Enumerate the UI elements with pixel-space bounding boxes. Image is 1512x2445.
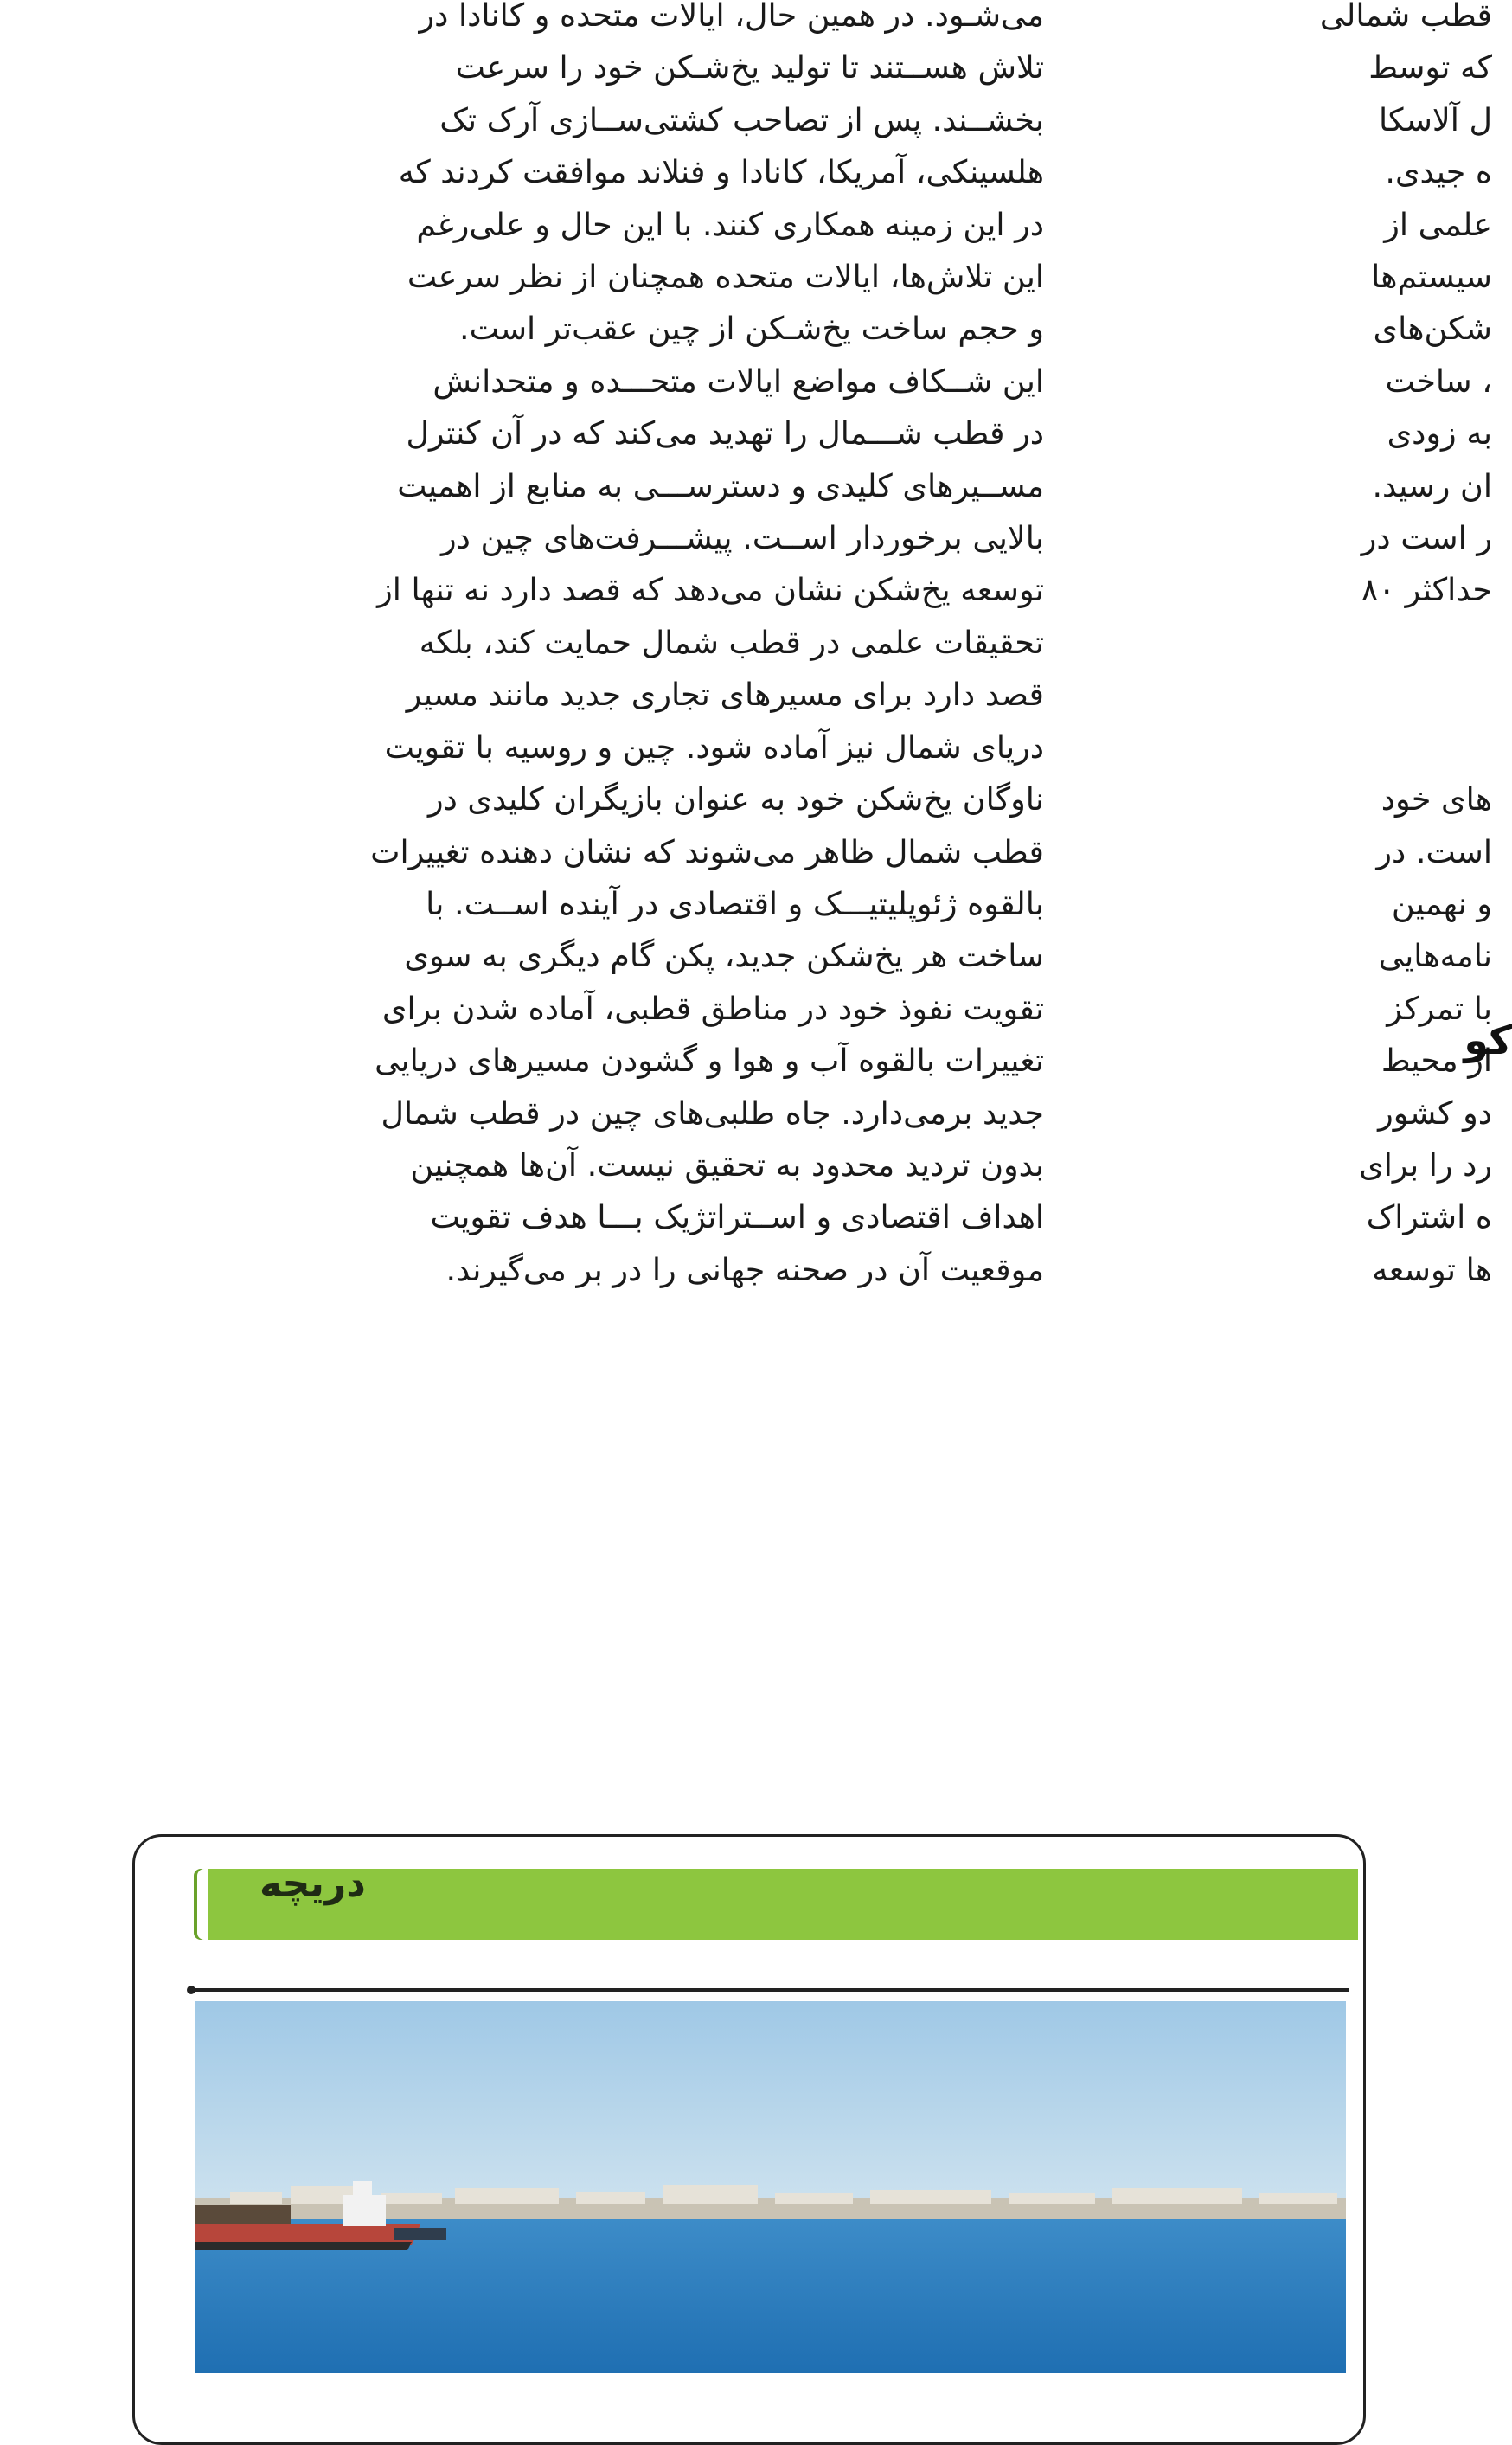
left-line: دریای شمال نیز آماده شود. چین و روسیه با تقویت	[384, 728, 1044, 766]
right-line: رد را برای	[1359, 1145, 1492, 1184]
port-photo	[195, 2001, 1346, 2373]
article-column-left	[131, 0, 1044, 1296]
right-line: ، ساخت	[1385, 362, 1492, 400]
right-line: از محیط	[1381, 1042, 1492, 1080]
left-line: تلاش هســتند تا تولید یخ‌شـکن خود را سرعت	[455, 48, 1044, 87]
left-line: بالقوه ژئوپلیتیـــک و اقتصادی در آینده اســت. با	[426, 884, 1044, 922]
section-heading: کو	[1464, 1017, 1512, 1063]
left-line: ساخت هر یخ‌شکن جدید، پکن گام دیگری به سوی	[404, 937, 1044, 975]
right-line: است. در	[1376, 832, 1492, 870]
right-line	[1129, 617, 1492, 669]
right-line: ان رسید.	[1372, 466, 1492, 504]
sidebar-box-divider-dot	[187, 1986, 195, 1994]
right-line: ه جیدی.	[1385, 153, 1492, 191]
sidebar-box-title: دریچه	[259, 1862, 366, 1906]
left-line: قصد دارد برای مسیرهای تجاری جدید مانند مسیر	[406, 676, 1044, 714]
left-line: می‌شـود. در همین حال، ایالات متحده و کانادا در	[419, 0, 1044, 34]
left-line: تغییرات بالقوه آب و هوا و گشودن مسیرهای دریایی	[375, 1042, 1044, 1080]
left-line: بخشــند. پس از تصاحب کشتی‌ســازی آرک تک	[439, 100, 1044, 138]
right-line: دو کشور	[1378, 1094, 1492, 1132]
right-line: ه اشتراک	[1366, 1198, 1492, 1236]
right-line: نامه‌هایی	[1378, 937, 1492, 975]
sidebar-box-divider	[190, 1988, 1349, 1992]
left-line: موقعیت آن در صحنه جهانی را در بر می‌گیرند.	[445, 1250, 1044, 1288]
right-line: های خود	[1381, 780, 1492, 818]
right-line: و نهمین	[1391, 884, 1492, 922]
right-line: که توسط	[1368, 48, 1492, 87]
left-line: مســیرهای کلیدی و دسترســـی به منابع از اهمیت	[397, 466, 1044, 504]
left-line: اهداف اقتصادی و اســتراتژیک بـــا هدف تقویت	[430, 1198, 1044, 1236]
left-line: هلسینکی، آمریکا، کانادا و فنلاند موافقت کردند که	[398, 153, 1044, 191]
right-line: شکن‌های	[1373, 310, 1492, 348]
right-line: ر است در	[1361, 519, 1492, 557]
left-line: این شــکاف مواضع ایالات متحـــده و متحدانش	[432, 362, 1044, 400]
right-line: ل آلاسکا	[1379, 100, 1492, 138]
left-line: در این زمینه همکاری کنند. با این حال و علی‌رغم	[416, 205, 1044, 243]
port-photo-image	[195, 2001, 1346, 2373]
left-line: توسعه یخ‌شکن نشان می‌دهد که قصد دارد نه تنها از	[377, 571, 1044, 609]
left-line: بالایی برخوردار اســت. پیشـــرفت‌های چین در	[440, 519, 1044, 557]
right-line: علمی از	[1384, 205, 1492, 243]
left-line: در قطب شـــمال را تهدید می‌کند که در آن کنترل	[406, 414, 1044, 452]
left-line: جدید برمی‌دارد. جاه طلبی‌های چین در قطب شمال	[381, 1094, 1044, 1132]
article-column-right	[1129, 0, 1492, 1296]
right-line: ها توسعه	[1372, 1250, 1492, 1288]
left-line: تحقیقات علمی در قطب شمال حمایت کند، بلکه	[419, 623, 1044, 661]
left-line: ناوگان یخ‌شکن خود به عنوان بازیگران کلیدی در	[427, 780, 1044, 818]
sidebar-box-header	[197, 1869, 1358, 1940]
right-line	[1129, 669, 1492, 721]
left-line: و حجم ساخت یخ‌شـکن از چین عقب‌تر است.	[459, 310, 1044, 348]
left-line: تقویت نفوذ خود در مناطق قطبی، آماده شدن برای	[381, 989, 1044, 1027]
right-line: سیستم‌ها	[1371, 258, 1492, 296]
left-line: این تلاش‌ها، ایالات متحده همچنان از نظر سرعت	[407, 258, 1044, 296]
left-line: بدون تردید محدود به تحقیق نیست. آن‌ها همچنین	[410, 1145, 1044, 1184]
right-line: با تمرکز	[1387, 989, 1492, 1027]
left-line: قطب شمال ظاهر می‌شوند که نشان دهنده تغییرات	[370, 832, 1044, 870]
right-line: قطب شمالی	[1319, 0, 1492, 34]
right-line	[1129, 722, 1492, 773]
right-line: به زودی	[1387, 414, 1492, 452]
right-line: حداکثر ۸۰	[1361, 571, 1492, 609]
